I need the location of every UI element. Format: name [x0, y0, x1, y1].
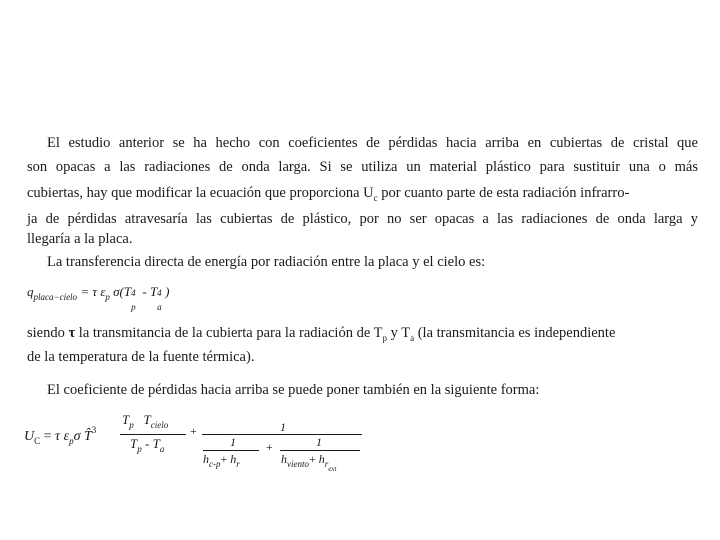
text: cubiertas, hay que modificar la ecuación que proporciona U — [27, 185, 374, 201]
symbol: T̂ — [84, 429, 92, 444]
subscript: placa−cielo — [33, 292, 78, 302]
text: son opacas a las radiaciones de onda larga. Si se utiliza un material plástico para sustituir una o más — [27, 159, 698, 175]
text: llegaría a la placa. — [27, 231, 133, 247]
subscript: c — [373, 193, 378, 203]
symbol: h — [230, 452, 237, 466]
superscript: 4 — [157, 288, 162, 298]
subscript: p — [105, 292, 110, 302]
subscript: a — [159, 444, 165, 454]
numeral: 1 — [230, 435, 236, 449]
fraction-bar — [203, 450, 259, 451]
fraction-bar — [120, 434, 186, 435]
eq2-frac1-numerator — [122, 412, 168, 430]
symbol: - T — [139, 284, 158, 299]
subscript: a — [410, 333, 415, 343]
text: (la transmitancia es independiente — [414, 325, 616, 341]
symbol: T — [130, 436, 138, 451]
text: y T — [386, 325, 411, 341]
symbol: q — [27, 284, 34, 299]
symbol: T — [152, 436, 160, 451]
subscript: p — [129, 420, 134, 430]
superscript: 3 — [91, 425, 97, 435]
subscript: r — [324, 459, 329, 469]
symbol: σ — [113, 284, 120, 299]
symbol: (T — [119, 284, 132, 299]
symbol: - — [144, 436, 150, 451]
text: siendo — [27, 325, 69, 341]
text: por cuanto parte de esta radiación infrarro- — [377, 185, 630, 201]
text: La transferencia directa de energía por radiación entre la placa y el cielo es: — [47, 254, 486, 270]
tau-symbol: τ — [68, 325, 76, 341]
superscript: 4 — [131, 288, 136, 298]
symbol: ) — [165, 284, 170, 299]
eq2-left-denominator — [203, 452, 240, 469]
subscript: p — [69, 436, 74, 446]
symbol: h — [203, 452, 209, 466]
symbol: T — [143, 412, 151, 427]
symbol: h — [318, 452, 325, 466]
subscript: ext — [328, 465, 337, 473]
fraction-bar — [202, 434, 362, 435]
symbol: T — [122, 412, 130, 427]
symbol: h — [281, 452, 287, 466]
fraction-bar — [280, 450, 360, 451]
text: de la temperatura de la fuente térmica). — [27, 349, 255, 365]
text: la transmitancia de la cubierta para la radiación de T — [75, 325, 383, 341]
numeral: 1 — [280, 420, 286, 434]
symbol: σ — [73, 429, 81, 444]
symbol: U — [24, 429, 35, 444]
subscript: cielo — [150, 420, 169, 430]
eq2-frac1-denominator — [130, 436, 164, 454]
subscript: viento — [287, 459, 309, 469]
subscript: C — [34, 436, 41, 446]
eq2-right-denominator — [281, 452, 336, 473]
eq2-lhs — [24, 425, 96, 446]
plus-sign: + — [309, 452, 316, 466]
equals-sign: = — [43, 429, 52, 444]
text: El estudio anterior se ha hecho con coeficientes de pérdidas hacia arriba en cubiertas de cristal que — [47, 135, 698, 151]
symbol: ε — [100, 284, 106, 299]
symbol: ε — [63, 429, 70, 444]
plus-sign: + — [220, 452, 228, 466]
subscript: a — [157, 302, 162, 312]
subscript: c-p — [209, 459, 221, 469]
symbol: τ — [92, 284, 97, 299]
equals-sign: = — [80, 284, 90, 299]
subscript: p — [382, 333, 387, 343]
subscript: p — [137, 444, 142, 454]
text: ja de pérdidas atravesaría las cubiertas de plástico, por no ser opacas a las radiaciones de onda larga y — [27, 211, 698, 227]
subscript: p — [131, 302, 136, 312]
subscript: r — [236, 459, 240, 469]
symbol: τ — [55, 429, 61, 444]
numeral: 1 — [316, 435, 322, 449]
plus-sign: + — [190, 424, 197, 438]
text: El coeficiente de pérdidas hacia arriba se puede poner también en la siguiente forma: — [47, 382, 540, 398]
plus-sign: + — [266, 440, 273, 454]
